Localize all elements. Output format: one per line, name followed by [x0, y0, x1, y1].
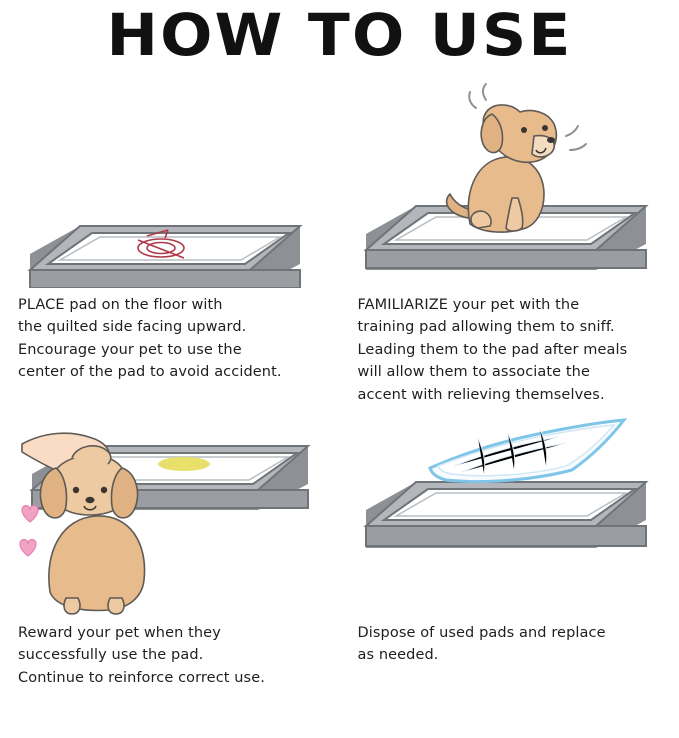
steps-grid: [0, 78, 679, 738]
caption-line: Continue to reinforce correct use.: [18, 667, 322, 689]
caption-line: center of the pad to avoid accident.: [18, 361, 322, 383]
caption-line: Reward your pet when they: [18, 622, 322, 644]
hand-petting-dog-icon: [18, 408, 322, 618]
caption-line: FAMILIARIZE your pet with the: [358, 294, 662, 316]
caption-line: the quilted side facing upward.: [18, 316, 322, 338]
step-familiarize: [340, 78, 679, 408]
caption-line: accent with relieving themselves.: [358, 384, 662, 406]
caption-line: PLACE pad on the floor with: [18, 294, 322, 316]
pad-lifted-off-tray-icon: [358, 408, 662, 618]
page-title: HOW TO USE: [0, 0, 679, 64]
caption-line: training pad allowing them to sniff.: [358, 316, 662, 338]
caption-line: Encourage your pet to use the: [18, 339, 322, 361]
step-reward: [0, 408, 340, 738]
step-place: [0, 78, 340, 408]
dog-sitting-on-tray-icon: [358, 78, 662, 288]
caption-line: will allow them to associate the: [358, 361, 662, 383]
step-caption: [358, 622, 662, 667]
step-dispose: [340, 408, 679, 738]
caption-line: Leading them to the pad after meals: [358, 339, 662, 361]
tray-with-pad-target-icon: [18, 78, 322, 288]
caption-line: successfully use the pad.: [18, 644, 322, 666]
step-caption: [358, 294, 662, 406]
caption-line: as needed.: [358, 644, 662, 666]
caption-line: Dispose of used pads and replace: [358, 622, 662, 644]
step-caption: [18, 294, 322, 384]
